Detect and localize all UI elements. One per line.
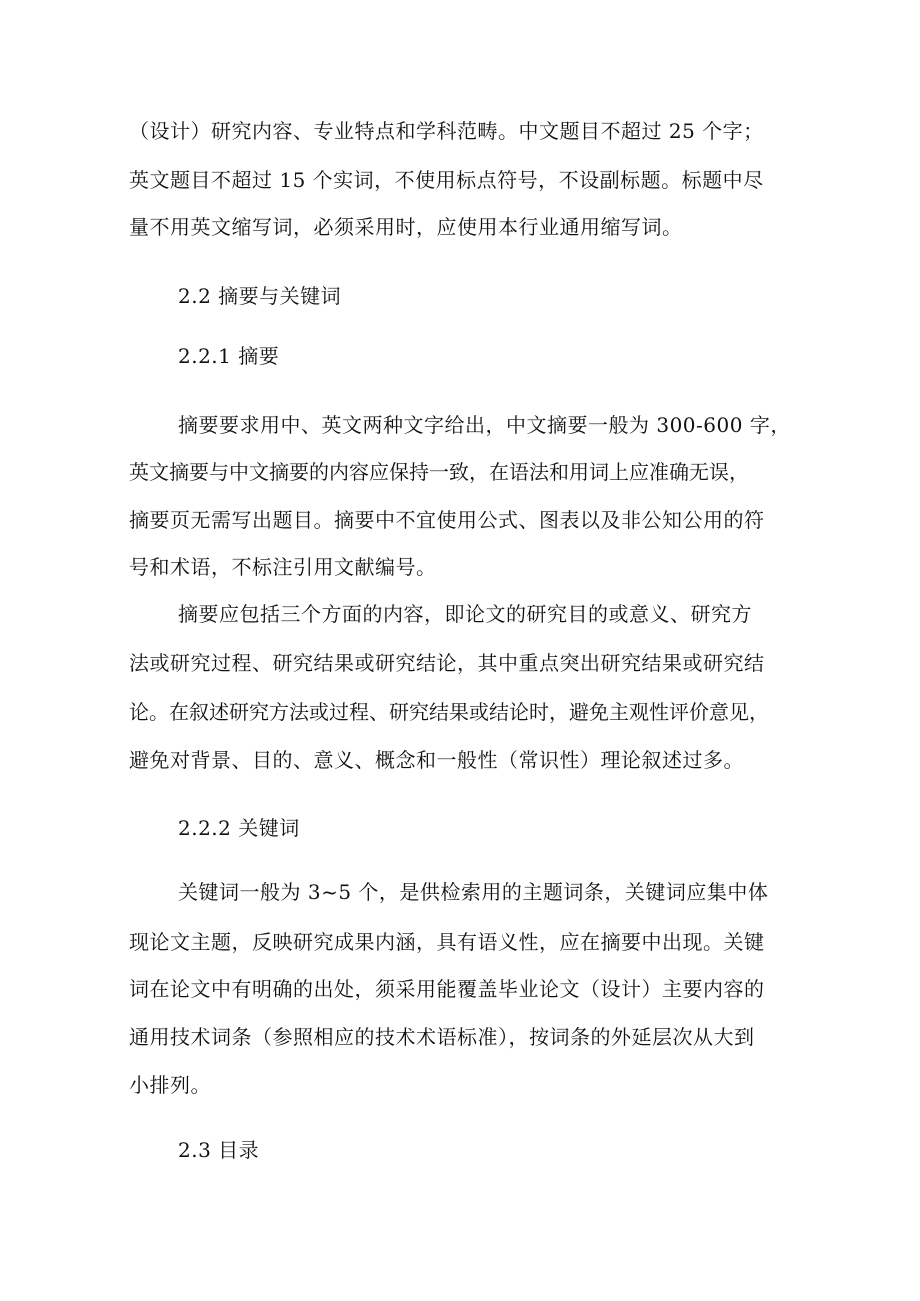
paragraph-line: 英文题目不超过 15 个实词，不使用标点符号，不设副标题。标题中尽 [129, 168, 764, 192]
paragraph-line: 避免对背景、目的、意义、概念和一般性（常识性）理论叙述过多。 [129, 748, 744, 772]
section-heading-2-2: 2.2 摘要与关键词 [178, 284, 342, 308]
paragraph-line: 词在论文中有明确的出处，须采用能覆盖毕业论文（设计）主要内容的 [129, 977, 765, 1001]
paragraph-line: 号和术语，不标注引用文献编号。 [129, 555, 437, 579]
paragraph-line: 英文摘要与中文摘要的内容应保持一致，在语法和用词上应准确无误， [129, 460, 749, 484]
paragraph-line: 摘要应包括三个方面的内容，即论文的研究目的或意义、研究方 [178, 602, 752, 626]
section-heading-2-2-2: 2.2.2 关键词 [178, 816, 300, 840]
section-heading-2-3: 2.3 目录 [178, 1138, 260, 1162]
paragraph-line: 现论文主题，反映研究成果内涵，具有语义性，应在摘要中出现。关键 [129, 930, 765, 954]
paragraph-line: 小排列。 [129, 1073, 211, 1097]
paragraph-line: 法或研究过程、研究结果或研究结论，其中重点突出研究结果或研究结 [129, 651, 765, 675]
paragraph-line: （设计）研究内容、专业特点和学科范畴。中文题目不超过 25 个字； [129, 119, 764, 143]
paragraph-line: 通用技术词条（参照相应的技术术语标准），按词条的外延层次从大到 [129, 1025, 755, 1049]
paragraph-line: 关键词一般为 3~5 个，是供检索用的主题词条，关键词应集中体 [178, 880, 769, 904]
paragraph-line: 论。在叙述研究方法或过程、研究结果或结论时，避免主观性评价意见， [129, 700, 769, 724]
paragraph-line: 量不用英文缩写词，必须采用时，应使用本行业通用缩写词。 [129, 215, 683, 239]
paragraph-line: 摘要要求用中、英文两种文字给出，中文摘要一般为 300-600 字， [178, 413, 791, 437]
section-heading-2-2-1: 2.2.1 摘要 [178, 344, 280, 368]
paragraph-line: 摘要页无需写出题目。摘要中不宜使用公式、图表以及非公知公用的符 [129, 508, 765, 532]
